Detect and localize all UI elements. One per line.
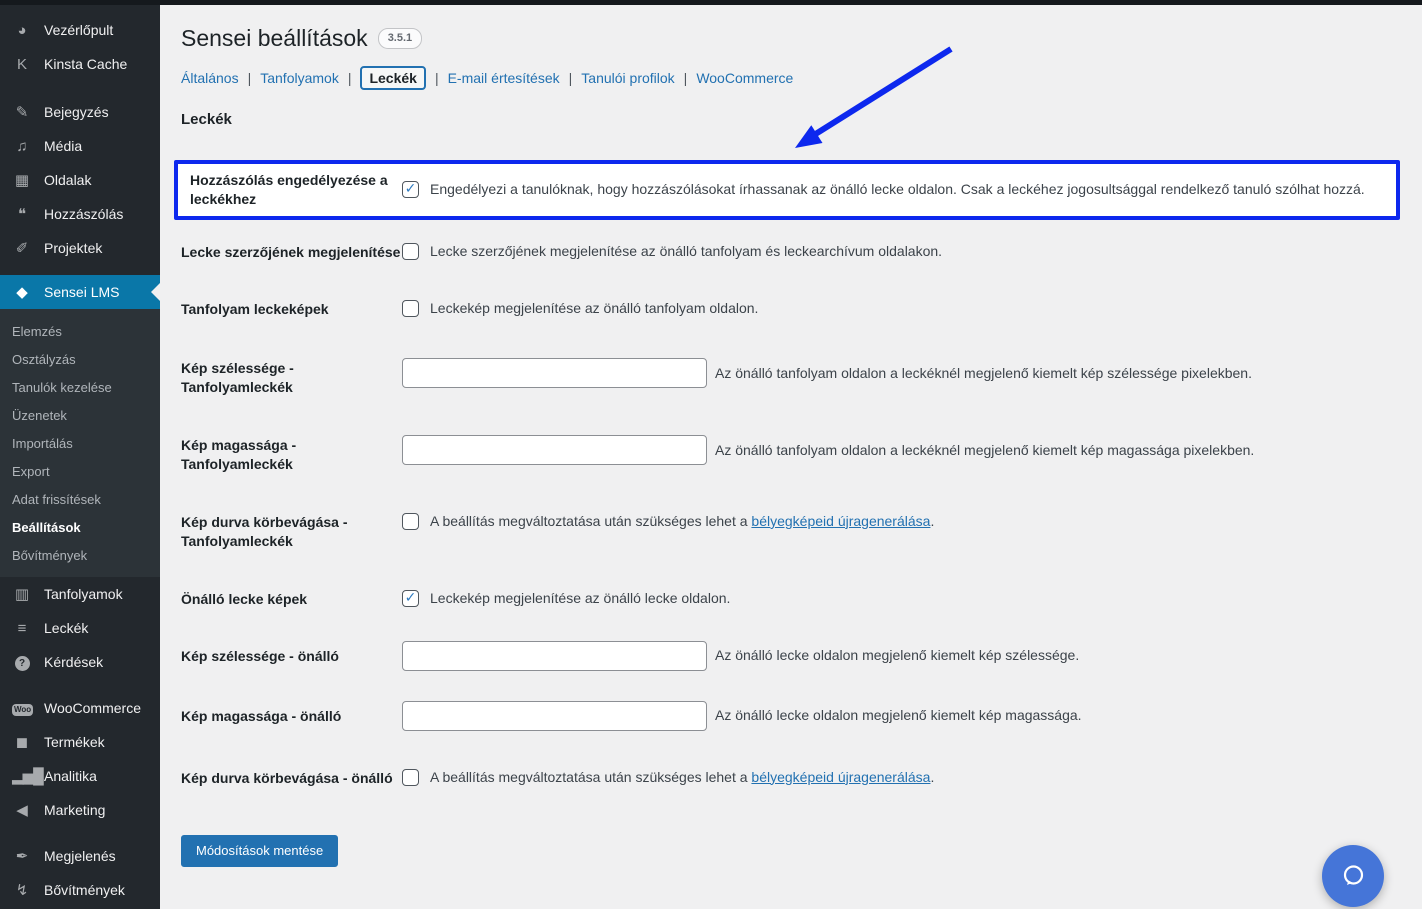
- sidebar-item-label: Média: [44, 138, 83, 154]
- sidebar-item-pages[interactable]: [0, 163, 160, 197]
- main-content: [160, 5, 1422, 909]
- setting-label: Kép magassága - Tanfolyamleckék: [181, 437, 297, 473]
- sidebar-item-questions[interactable]: [0, 645, 160, 679]
- settings-row-image-height-single: [181, 701, 1422, 731]
- regenerate-thumbnails-link[interactable]: bélyegképeid újragenerálása: [751, 768, 931, 785]
- sidebar-item-label: Hozzászólás: [44, 206, 124, 222]
- megaphone-icon: ◀: [16, 801, 28, 819]
- media-icon: ♫: [16, 137, 28, 155]
- setting-description: Az önálló tanfolyam oldalon a leckéknél megjelenő kiemelt kép magassága pixelekben.: [715, 441, 1255, 458]
- sidebar-item-label: Vezérlőpult: [44, 22, 114, 38]
- sidebar-item-analytics[interactable]: [0, 759, 160, 793]
- list-icon: ≡: [17, 619, 27, 637]
- settings-row-image-width-single: [181, 641, 1422, 671]
- tab-woocommerce[interactable]: WooCommerce: [696, 69, 794, 86]
- sidebar-item-marketing[interactable]: [0, 793, 160, 827]
- setting-label: Kép szélessége - önálló: [181, 647, 339, 664]
- setting-description: Lecke szerzőjének megjelenítése az önálló tanfolyam és leckearchívum oldalakon.: [430, 242, 943, 259]
- bar-chart-icon: ▂▅█: [12, 767, 43, 785]
- setting-label: Lecke szerzőjének megjelenítése: [181, 243, 401, 260]
- sidebar-item-lessons[interactable]: [0, 611, 160, 645]
- submenu-item-messages[interactable]: Üzenetek: [12, 407, 67, 423]
- setting-label: Kép durva körbevágása - Tanfolyamleckék: [181, 513, 348, 549]
- sidebar-item-label: Bővítmények: [44, 882, 125, 898]
- setting-description: Az önálló lecke oldalon megjelenő kiemelt kép magassága.: [715, 707, 1082, 724]
- section-heading: Leckék: [181, 110, 232, 128]
- tab-divider: |: [247, 69, 252, 86]
- sidebar-item-dashboard[interactable]: [0, 13, 160, 47]
- setting-description: A beállítás megváltoztatása után szükséges lehet a bélyegképeid újragenerálása.: [430, 768, 935, 785]
- submenu-item-learners[interactable]: Tanulók kezelése: [12, 379, 112, 395]
- sidebar-item-label: Oldalak: [44, 172, 92, 188]
- course-lesson-image-width-input[interactable]: [402, 358, 707, 388]
- setting-description: Az önálló tanfolyam oldalon a leckéknél megjelenő kiemelt kép szélessége pixelekben.: [715, 364, 1252, 381]
- sensei-submenu: [0, 309, 160, 577]
- tab-divider: |: [683, 69, 688, 86]
- woo-badge-icon: Woo: [14, 705, 32, 714]
- hard-crop-single-checkbox[interactable]: [402, 769, 419, 786]
- course-lesson-images-checkbox[interactable]: [402, 300, 419, 317]
- setting-label: Tanfolyam leckeképek: [181, 301, 329, 318]
- version-badge: 3.5.1: [378, 28, 422, 49]
- projects-pin-icon: ✐: [15, 239, 29, 257]
- sidebar-item-sensei-lms[interactable]: [0, 275, 160, 309]
- setting-description: A beállítás megváltoztatása után szükséges lehet a bélyegképeid újragenerálása.: [430, 512, 935, 529]
- pushpin-icon: ✎: [15, 103, 29, 121]
- sidebar-item-label: Leckék: [44, 620, 89, 636]
- settings-row-lesson-author: [181, 242, 1422, 262]
- sidebar-item-label: Analitika: [44, 768, 97, 784]
- tab-lessons[interactable]: Leckék: [360, 66, 425, 90]
- allow-comments-checkbox[interactable]: [402, 181, 419, 198]
- comment-icon: ❝: [17, 205, 27, 223]
- sidebar-item-label: Bejegyzés: [44, 104, 109, 120]
- settings-tabs: [181, 66, 1422, 90]
- setting-label: Kép magassága - önálló: [181, 707, 342, 724]
- setting-label: Kép durva körbevágása - önálló: [181, 769, 393, 786]
- submenu-item-export[interactable]: Export: [12, 463, 50, 479]
- plugin-icon: ↯: [15, 881, 29, 899]
- lesson-author-checkbox[interactable]: [402, 243, 419, 260]
- submenu-item-settings[interactable]: Beállítások: [12, 519, 81, 535]
- wp-admin-sidebar: [0, 5, 160, 909]
- sidebar-item-media[interactable]: [0, 129, 160, 163]
- setting-label: Kép szélessége - Tanfolyamleckék: [181, 360, 294, 396]
- sidebar-item-posts[interactable]: [0, 95, 160, 129]
- graduation-cap-icon: ◆: [16, 283, 28, 301]
- setting-label: Önálló lecke képek: [181, 590, 308, 607]
- setting-description: Engedélyezi a tanulóknak, hogy hozzászólásokat írhassanak az önálló lecke oldalon. Csak a leckéhez jogosultsággal rendelkező tanuló szólhat hozzá.: [430, 181, 1365, 198]
- sidebar-item-label: Kinsta Cache: [44, 56, 128, 72]
- sidebar-item-label: Kérdések: [44, 654, 104, 670]
- settings-row-hard-crop-single: [181, 768, 1422, 788]
- dashboard-icon: ◕: [17, 21, 27, 39]
- save-changes-button[interactable]: Módosítások mentése: [181, 835, 338, 867]
- chat-bubble-icon: [1339, 862, 1367, 890]
- tab-divider: |: [568, 69, 573, 86]
- sidebar-item-label: Tanfolyamok: [44, 586, 123, 602]
- admin-top-bar: [0, 0, 1422, 5]
- setting-description: Az önálló lecke oldalon megjelenő kiemelt kép szélessége.: [715, 647, 1080, 664]
- sidebar-item-plugins[interactable]: [0, 873, 160, 907]
- regenerate-thumbnails-link[interactable]: bélyegképeid újragenerálása: [751, 512, 931, 529]
- sidebar-item-label: WooCommerce: [44, 700, 141, 716]
- kinsta-icon: K: [16, 55, 27, 73]
- single-lesson-images-checkbox[interactable]: [402, 590, 419, 607]
- page-title: Sensei beállítások: [181, 25, 368, 51]
- paintbrush-icon: ✒: [15, 847, 29, 865]
- menu-separator: [0, 679, 160, 691]
- course-lesson-image-height-input[interactable]: [402, 435, 707, 465]
- book-icon: ▥: [14, 585, 30, 603]
- submenu-item-data-updates[interactable]: Adat frissítések: [12, 491, 101, 507]
- sidebar-item-comments[interactable]: [0, 197, 160, 231]
- single-lesson-image-height-input[interactable]: [402, 701, 707, 731]
- sidebar-item-appearance[interactable]: [0, 839, 160, 873]
- menu-separator: [0, 81, 160, 95]
- box-icon: ◼: [15, 733, 29, 751]
- menu-separator: [0, 827, 160, 839]
- tab-divider: |: [347, 69, 352, 86]
- question-circle-icon: ?: [12, 654, 32, 671]
- sidebar-item-label: Megjelenés: [44, 848, 116, 864]
- settings-row-hard-crop-course: [181, 512, 1422, 551]
- hard-crop-course-checkbox[interactable]: [402, 513, 419, 530]
- submenu-item-grading[interactable]: Osztályzás: [12, 351, 76, 367]
- submenu-item-analysis[interactable]: Elemzés: [12, 323, 62, 339]
- settings-row-allow-comments: [174, 160, 1400, 220]
- tab-general[interactable]: Általános: [181, 69, 239, 86]
- tab-divider: |: [434, 69, 439, 86]
- settings-row-single-lesson-images: [181, 589, 1422, 609]
- sidebar-item-courses[interactable]: [0, 577, 160, 611]
- sidebar-item-products[interactable]: [0, 725, 160, 759]
- sidebar-item-woocommerce[interactable]: [0, 691, 160, 725]
- settings-row-image-height-course: [181, 435, 1422, 474]
- help-chat-widget[interactable]: [1322, 845, 1384, 907]
- pages-icon: ▦: [14, 171, 30, 189]
- settings-row-image-width-course: [181, 358, 1422, 397]
- menu-separator: [0, 265, 160, 275]
- tab-courses[interactable]: Tanfolyamok: [260, 69, 339, 86]
- sidebar-item-projects[interactable]: [0, 231, 160, 265]
- setting-description: Leckekép megjelenítése az önálló tanfolyam oldalon.: [430, 300, 759, 317]
- submenu-item-extensions[interactable]: Bővítmények: [12, 547, 88, 563]
- sidebar-item-label: Marketing: [44, 802, 106, 818]
- sidebar-item-kinsta-cache[interactable]: [0, 47, 160, 81]
- tab-learner-profiles[interactable]: Tanulói profilok: [581, 69, 675, 86]
- submenu-item-import[interactable]: Importálás: [12, 435, 73, 451]
- setting-description: Leckekép megjelenítése az önálló lecke oldalon.: [430, 589, 731, 606]
- tab-email-notifications[interactable]: E-mail értesítések: [447, 69, 560, 86]
- sidebar-item-label: Sensei LMS: [44, 284, 120, 300]
- sidebar-item-label: Termékek: [44, 734, 105, 750]
- setting-label: Hozzászólás engedélyezése a leckékhez: [190, 172, 388, 208]
- settings-row-course-lesson-images: [181, 299, 1422, 319]
- sidebar-item-label: Projektek: [44, 240, 103, 256]
- single-lesson-image-width-input[interactable]: [402, 641, 707, 671]
